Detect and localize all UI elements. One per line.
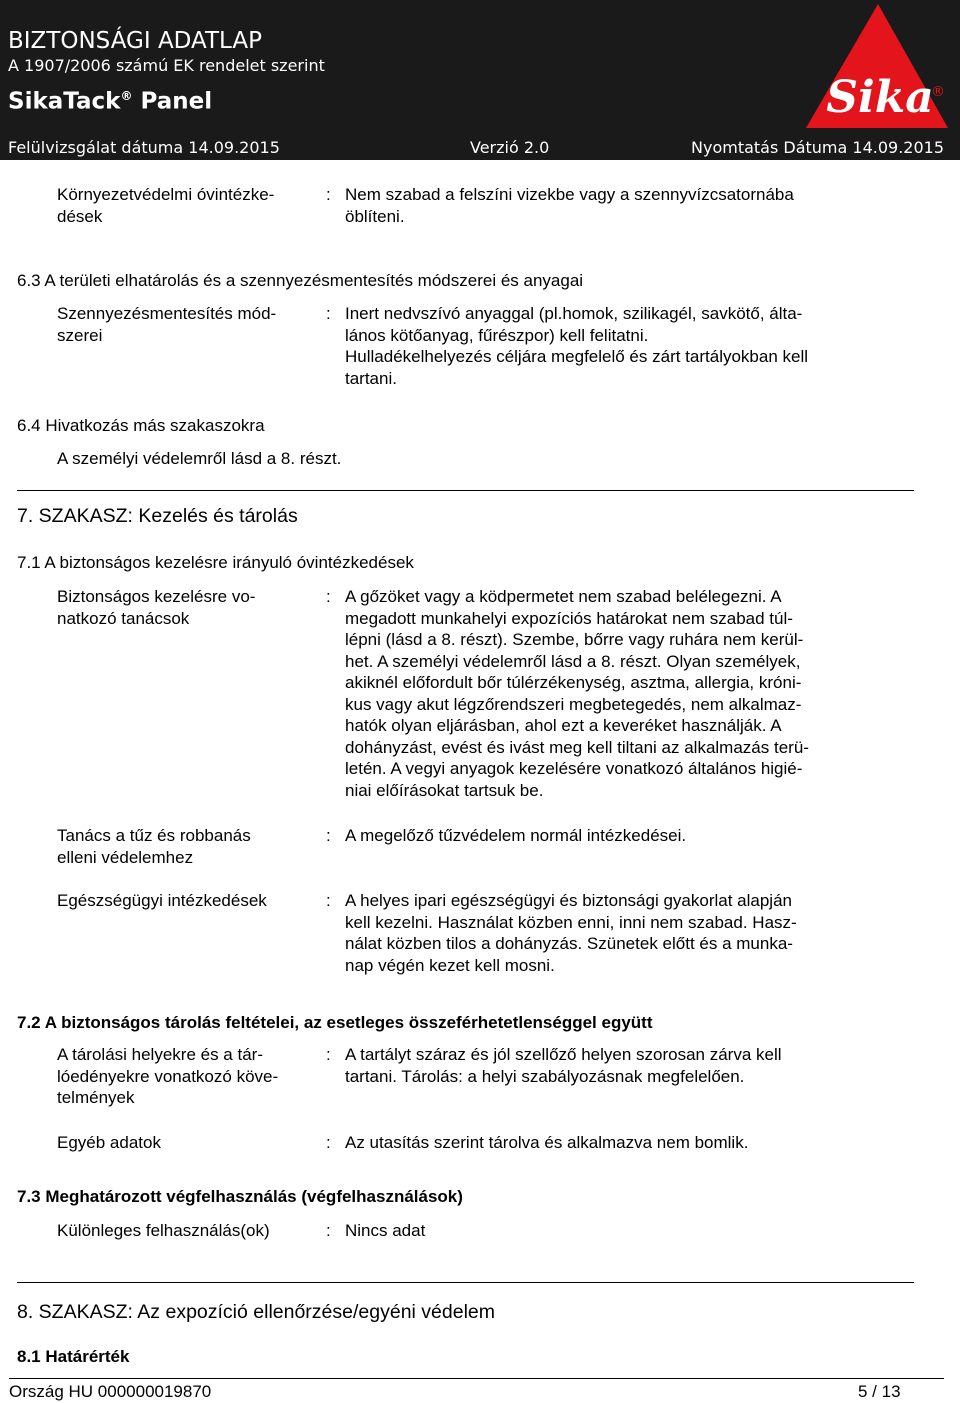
colon: :	[326, 304, 331, 323]
section-7-2-heading: 7.2 A biztonságos tárolás feltételei, az esetleges összeférhetetlenséggel együtt	[17, 1013, 653, 1032]
colon: :	[326, 1045, 331, 1064]
other-data-label: Egyéb adatok	[57, 1133, 161, 1152]
colon: :	[326, 1221, 331, 1240]
page-number: 5 / 13	[858, 1382, 901, 1401]
section-8-heading: 8. SZAKASZ: Az expozíció ellenőrzése/egyéni védelem	[17, 1301, 495, 1323]
product-name	[8, 82, 212, 116]
section-6-3-heading: 6.3 A területi elhatárolás és a szennyezésmentesítés módszerei és anyagai	[17, 271, 584, 290]
section-divider	[17, 490, 914, 491]
logo-text: Sika	[826, 72, 934, 123]
hygiene-measures-value: A helyes ipari egészségügyi és biztonsági gyakorlat alapján kell kezelni. Használat közben enni, inni nem szabad. Hasz- nálat közben tilos a dohányzás. Szünetek előtt és a munka- nap végén kezet kell mosni.	[345, 891, 797, 975]
fire-protection-value: A megelőző tűzvédelem normál intézkedései.	[345, 826, 687, 845]
colon: :	[326, 826, 331, 845]
hygiene-measures-label: Egészségügyi intézkedések	[57, 891, 267, 910]
colon: :	[326, 587, 331, 606]
colon: :	[326, 185, 331, 204]
other-data-value: Az utasítás szerint tárolva és alkalmazva nem bomlik.	[345, 1133, 749, 1152]
section-6-4-heading: 6.4 Hivatkozás más szakaszokra	[17, 416, 265, 435]
section-6-4-text: A személyi védelemről lásd a 8. részt.	[57, 449, 342, 468]
sika-logo-icon	[800, 0, 960, 135]
storage-requirements-label: A tárolási helyekre és a tár- lóedényekre vonatkozó köve- telmények	[57, 1045, 279, 1107]
safe-handling-label: Biztonságos kezelésre vo- natkozó tanácsok	[57, 587, 256, 628]
safe-handling-value: A gőzöket vagy a ködpermetet nem szabad belélegezni. A megadott munkahelyi expozíciós határokat nem szabad túl- lépni (lásd a 8. részt). Szembe, bőrre vagy ruhára nem kerül- het. A személyi védelemről lásd a 8. részt. Olyan személyek, akiknél előfordult bőr túlérzékenység, asztma, allergia, króni- kus vagy akut légzőrendszeri megbetegedés, nem alkalmaz- hatók olyan eljárásban, ahol ezt a keveréket használják. A dohányzást, evést és ivást meg kell tiltani az alkalmazás terü- letén. A vegyi anyagok kezelésére vonatkozó általános higié- niai előírásokat tartsuk be.	[345, 587, 809, 800]
review-date: Felülvizsgálat dátuma 14.09.2015	[8, 138, 280, 157]
colon: :	[326, 1133, 331, 1152]
footer-divider	[9, 1378, 944, 1379]
product-name-suffix: Panel	[140, 88, 213, 115]
section-divider	[17, 1282, 914, 1283]
logo-registered: ®	[931, 84, 945, 100]
version-number: Verzió 2.0	[470, 138, 550, 157]
footer-country-code: Ország HU 000000019870	[9, 1382, 212, 1401]
section-7-heading: 7. SZAKASZ: Kezelés és tárolás	[17, 505, 298, 527]
specific-use-label: Különleges felhasználás(ok)	[57, 1221, 270, 1240]
section-8-1-heading: 8.1 Határérték	[17, 1347, 130, 1366]
product-name-main: SikaTack	[8, 88, 121, 115]
cleanup-methods-value: Inert nedvszívó anyaggal (pl.homok, szilikagél, savkötő, álta- lános kötőanyag, fűrészpor) kell felitatni. Hulladékelhelyezés céljára megfelelő és zárt tartályokban kell tartani.	[345, 304, 809, 388]
specific-use-value: Nincs adat	[345, 1221, 426, 1240]
regulation-text: A 1907/2006 számú EK rendelet szerint	[8, 56, 325, 75]
storage-requirements-value: A tartályt száraz és jól szellőző helyen szorosan zárva kell tartani. Tárolás: a helyi szabályozásnak megfelelően.	[345, 1045, 782, 1086]
registered-mark: ®	[120, 89, 133, 103]
section-7-1-heading: 7.1 A biztonságos kezelésre irányuló óvintézkedések	[17, 553, 414, 572]
fire-protection-label: Tanács a tűz és robbanás elleni védelemhez	[57, 826, 251, 867]
env-precautions-value: Nem szabad a felszíni vizekbe vagy a szennyvízcsatornába öblíteni.	[345, 185, 794, 226]
section-7-3-heading: 7.3 Meghatározott végfelhasználás (végfelhasználások)	[17, 1187, 463, 1206]
cleanup-methods-label: Szennyezésmentesítés mód- szerei	[57, 304, 277, 345]
document-title: BIZTONSÁGI ADATLAP	[8, 28, 262, 54]
print-date: Nyomtatás Dátuma 14.09.2015	[691, 138, 945, 157]
env-precautions-label: Környezetvédelmi óvintézke- dések	[57, 185, 275, 226]
colon: :	[326, 891, 331, 910]
sika-logo	[800, 0, 960, 135]
